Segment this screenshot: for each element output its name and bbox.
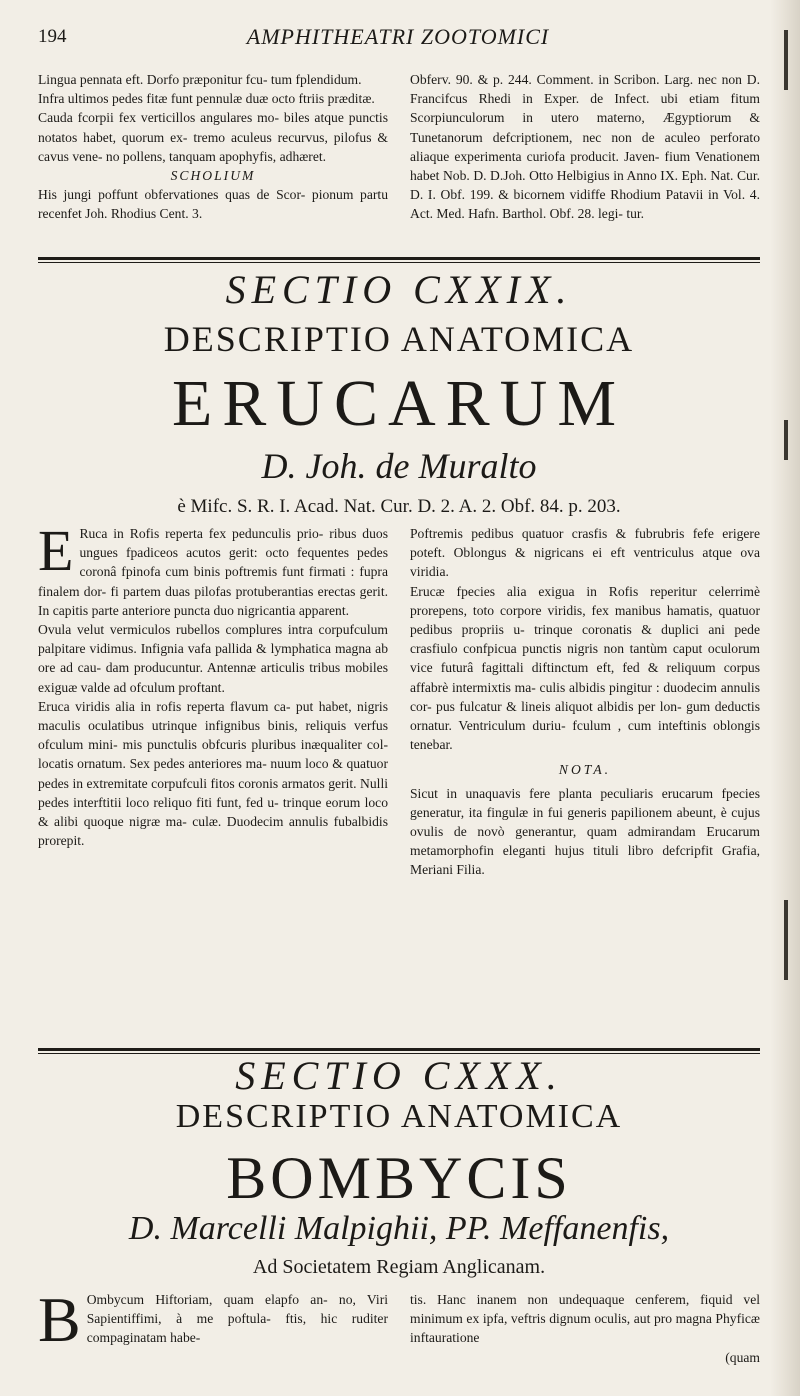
paragraph: Sicut in unaquavis fere planta peculiaris erucarum fpecies generatur, ita fingulæ in fui generis papilionem abeunt, è cujus ovulis de novò generantur, quam admirandam Erucarum metamorphofin eleganti hujus tituli libro defcripfit Grafia, Meriani Filia. (410, 785, 760, 878)
paragraph: tis. Hanc inanem non undequaque cenferem, fiquid vel minimum ex ipfa, veftris dignum oculis, aut pro magna Phyficæ inftauratione (410, 1292, 760, 1346)
paragraph: Infra ultimos pedes fitæ funt pennulæ duæ octo ftriis præditæ. (38, 91, 375, 107)
top-left-column (38, 70, 388, 224)
paragraph: Erucæ fpecies alia exigua in Rofis reperitur celerrimè prorepens, toto corpore viridis, fex manibus hamatis, quatuor pedibus propriis u- trinque coronatis & duplici ani pede crasfiulo confpicua punctis nigris non tantùm caput oculorum vice futurâ fagittali diftinctum eft, fed & reliquum corpus affabrè intermixtis ma- culis albidis pingitur : duodecim annulis cor- pus fulcatur & lineis aliquot albidis per lon- gum deductis ornatur. Ventriculum duriu- fculum , cum inteftinis oblongis tenebar. (410, 583, 760, 753)
catchword: (quam (725, 1349, 760, 1365)
paragraph: Obferv. 90. & p. 244. Comment. in Scribon. Larg. nec non D. Francifcus Rhedi in Exper. de Infect. ubi etiam fitum Scorpiunculorum in utero materno, Ægyptiorum & Tunetanorum defcriptionem, nec non de aculeo perforato aliaque experimenta curiofa producit. Javen- fium Venationem habet Nob. D. D.Joh. Otto Helbigius in Anno IX. Eph. Nat. Cur. D. I. Obf. 199. & bicornem vidiffe Rhodium Patavii in Vol. 4. Act. Med. Hafn. Barthol. Obf. 28. legi- tur. (410, 72, 760, 222)
paragraph: B Ombycum Hiftoriam, quam elapfo an- no, Viri Sapientiffimi, à me poftula- ftis, hic ruditer compaginatam habe- (38, 1284, 388, 1355)
section-reference: Ad Societatem Regiam Anglicanam. (252, 1256, 546, 1278)
section-author: D. Marcelli Malpighii, PP. Meffanenfis, (128, 1210, 670, 1247)
section2-left-column (38, 1284, 388, 1355)
section1-right-column (410, 524, 760, 880)
nota-heading: NOTA. (558, 762, 612, 778)
section-rule-thin (38, 262, 760, 263)
section-description-heading: DESCRIPTIO ANATOMICA (163, 319, 635, 359)
paragraph: E Ruca in Rofis reperta fex pedunculis prio- ribus duos ungues fpadiceos acutos gerit: octo fequentes pedes coronâ fpinofa cum binis poftremis funt firmati : fupra finalem dor- fi partem duas pilofas protuberantias erectas gerit. In capitis parte anteriore puncta duo nigricantia apparent. (38, 518, 388, 618)
section2-right-column (410, 1290, 760, 1367)
page-number: 194 (38, 26, 67, 47)
page-edge-shadow (770, 0, 800, 1396)
section-number: SECTIO CXXIX. (225, 267, 573, 312)
section-rule (38, 1048, 760, 1051)
edge-mark (784, 900, 788, 980)
scholium-heading: SCHOLIUM (170, 168, 256, 184)
section-reference: è Mifc. S. R. I. Acad. Nat. Cur. D. 2. A. 2. Obf. 84. p. 203. (177, 496, 621, 517)
section-number: SECTIO CXXX. (235, 1053, 563, 1098)
paragraph: Poftremis pedibus quatuor crasfis & fubrubris fefe erigere poteft. Oblongus & nigricans ei eft ventriculus atque ova viridia. (410, 526, 760, 580)
paragraph: Lingua pennata eft. Dorfo præponitur fcu- tum fplendidum. (38, 72, 362, 87)
top-right-column (410, 70, 760, 224)
drop-capital: B (38, 1284, 81, 1355)
paragraph: Cauda fcorpii fex verticillos angulares mo- biles atque punctis notatos habet, quorum ex- tremo aculeus recurvus, pilofus & cavus vene- no pollens, tanquam apophyfis, adhæret. (38, 110, 388, 164)
edge-mark (784, 420, 788, 460)
running-title: AMPHITHEATRI ZOOTOMICI (246, 24, 550, 49)
section-rule (38, 257, 760, 260)
section-subject-title: ERUCARUM (171, 367, 627, 440)
paragraph: His jungi poffunt obfervationes quas de Scor- pionum partu recenfet Joh. Rhodius Cent. 3. (38, 187, 388, 222)
drop-capital: E (38, 518, 74, 583)
paragraph: Eruca viridis alia in rofis reperta flavum ca- put habet, nigris maculis oculatibus utrinque infignibus binis, reliquis verfus ofculum mini- mis punctulis obfcuris pluribus inæqualiter col- locatis ornatum. Sex pedes anteriores ma- nuum loco & quatuor pedes in extremitate corpufculi fitos coronis armatos gerit. Nulli pedes interftitii loco reliquo fiti funt, fed u- trinque eorum loco & alibi quoque nigræ ma- culæ. Duodecim annulis fubalbidis prorepit. (38, 698, 388, 849)
section1-left-column (38, 518, 388, 850)
edge-mark (784, 30, 788, 90)
running-head (38, 22, 758, 58)
section-author: D. Joh. de Muralto (261, 446, 537, 486)
section-subject-title: BOMBYCIS (226, 1145, 572, 1211)
section-description-heading: DESCRIPTIO ANATOMICA (175, 1098, 623, 1135)
paragraph: Ovula velut vermiculos rubellos complures intra corpufculum palpitare vidimus. Infignia vafa pallida & lymphatica magna ab ore ad cau- dam producuntur. Antennæ articulis tribus mobiles exiguæ valde ad ofculum proftant. (38, 622, 388, 695)
